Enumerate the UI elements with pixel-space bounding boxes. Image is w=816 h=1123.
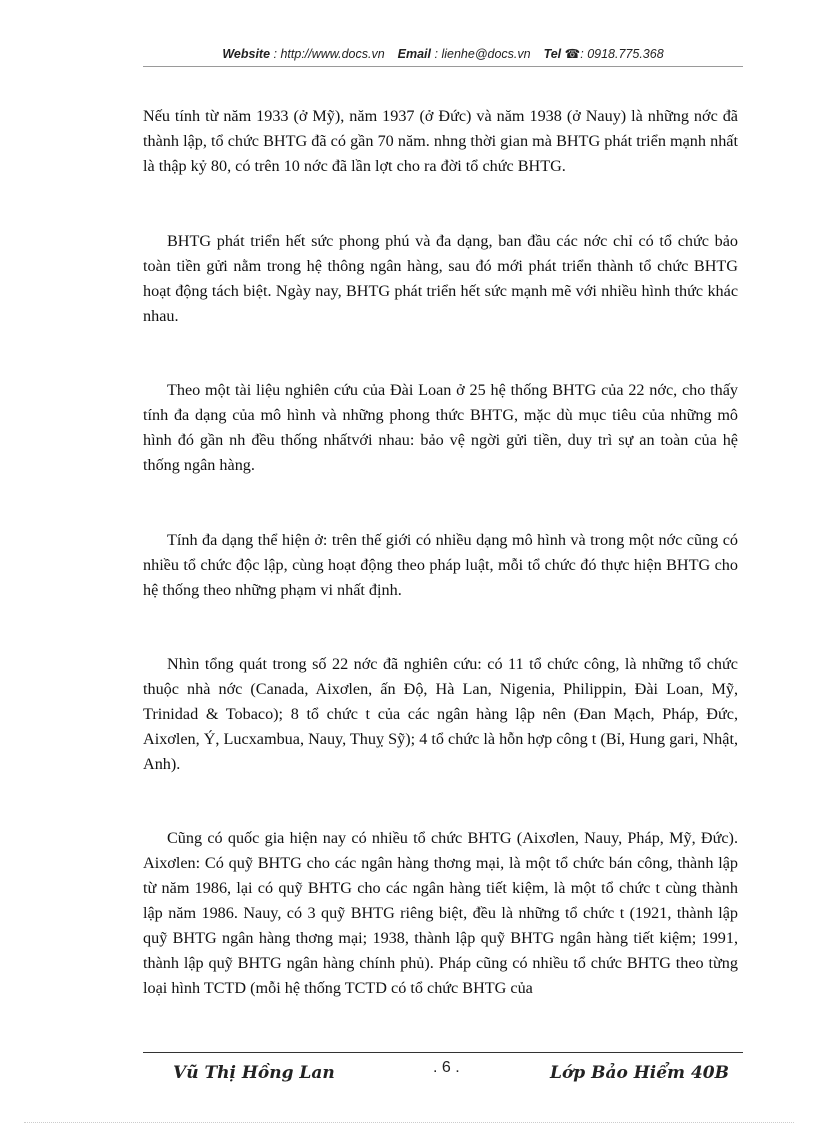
header-divider [143, 66, 743, 67]
website-label: Website [222, 47, 271, 61]
paragraph-1: Nếu tính từ năm 1933 (ở Mỹ), năm 1937 (ở Đức) và năm 1938 (ở Nauy) là những nớc đã thành lập, tổ chức BHTG đã có gần 70 năm. nhng thời gian mà BHTG phát triển mạnh nhất là thập kỷ 80, có trên 10 nớc đã lần lợt cho ra đời tổ chức BHTG. [143, 107, 738, 175]
footer-author: Vũ Thị Hồng Lan [173, 1063, 335, 1083]
footer-divider [143, 1052, 743, 1053]
page-footer [143, 1059, 743, 1089]
paragraph-5: Nhìn tổng quát trong số 22 nớc đã nghiên cứu: có 11 tổ chức công, là những tổ chức thuộc nhà nớc (Canada, Aixơlen, ấn Độ, Hà Lan, Nigenia, Philippin, Đài Loan, Mỹ, Trinidad & Tobaco); 8 tổ chức t của các ngân hàng lập nên (Đan Mạch, Pháp, Đức, Aixơlen, Ý, Lucxambua, Nauy, Thuỵ Sỹ); 4 tổ chức là hỗn hợp công t (Bỉ, Hung gari, Nhật, Anh). [143, 655, 738, 773]
page-number: . 6 . [433, 1059, 460, 1076]
paragraph-2: BHTG phát triển hết sức phong phú và đa dạng, ban đầu các nớc chỉ có tổ chức bảo toàn tiền gửi nằm trong hệ thông ngân hàng, sau đó mới phát triển thành tổ chức BHTG hoạt động tách biệt. Ngày nay, BHTG phát triển hết sức mạnh mẽ với nhiều hình thức khác nhau. [143, 232, 738, 325]
paragraph-6: Cũng có quốc gia hiện nay có nhiều tổ chức BHTG (Aixơlen, Nauy, Pháp, Mỹ, Đức). Aixơlen: Có quỹ BHTG cho các ngân hàng thơng mại, là một tổ chức bán công, thành lập từ năm 1986, lại có quỹ BHTG cho các ngân hàng tiết kiệm, là một tổ chức t cùng thành lập năm 1986. Nauy, có 3 quỹ BHTG riêng biệt, đều là những tổ chức t (1921, thành lập quỹ BHTG ngân hàng thơng mại; 1938, thành lập quỹ BHTG ngân hàng tiết kiệm; 1991, thành lập quỹ BHTG ngân hàng chính phủ). Pháp cũng có nhiều tổ chức BHTG theo từng loại hình TCTD (mỗi hệ thống TCTD có tổ chức BHTG của [143, 829, 738, 997]
page-header: Website : http://www.docs.vn Email : lienhe@docs.vn Tel ☎: 0918.775.368 [222, 47, 664, 61]
paragraph-4: Tính đa dạng thể hiện ở: trên thế giới có nhiều dạng mô hình và trong một nớc cũng có nhiều tổ chức độc lập, cùng hoạt động theo pháp luật, mỗi tổ chức đó thực hiện BHTG cho hệ thống theo những phạm vi nhất định. [143, 531, 738, 599]
email-link[interactable]: lienhe@docs.vn [441, 47, 531, 61]
email-label: Email [397, 47, 432, 61]
paragraph-3: Theo một tài liệu nghiên cứu của Đài Loan ở 25 hệ thống BHTG của 22 nớc, cho thấy tính đa dạng của mô hình và những phong thức BHTG, mặc dù mục tiêu của những mô hình đó gần nh đều thống nhấtvới nhau: bảo vệ ngời gửi tiền, duy trì sự an toàn của hệ thống ngân hàng. [143, 381, 738, 474]
footer-class: Lớp Bảo Hiểm 40B [549, 1063, 729, 1083]
tel-value: 0918.775.368 [587, 47, 664, 61]
website-link[interactable]: http://www.docs.vn [280, 47, 385, 61]
tel-label: Tel [543, 47, 562, 61]
body-text [143, 104, 738, 1001]
phone-icon: ☎ [564, 47, 581, 61]
